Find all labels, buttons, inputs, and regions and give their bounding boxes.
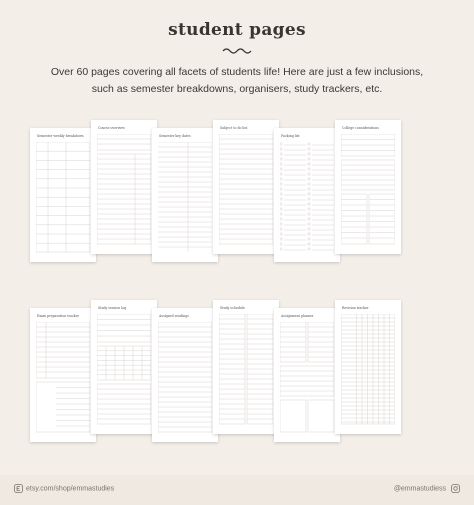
page-box (308, 143, 310, 145)
page-box (308, 213, 310, 215)
page-box (97, 134, 151, 150)
page-box (280, 153, 282, 155)
page-content-lines (341, 314, 395, 426)
page-thumbnail-body (97, 314, 151, 426)
page-thumbnail-body (158, 322, 212, 434)
page-box (280, 243, 282, 245)
page-box (308, 203, 310, 205)
page-thumbnail-body (158, 142, 212, 254)
page-thumbnail-title: Assignment planner (281, 314, 314, 318)
page-content-lines (280, 142, 334, 254)
page-box (308, 223, 310, 225)
page-thumbnail (335, 120, 401, 254)
page-title: student pages (168, 20, 306, 40)
instagram-icon (451, 484, 460, 493)
page-content-lines (97, 134, 151, 246)
footer-website-text: etsy.com/shop/emmastudies (26, 485, 115, 493)
page-thumbnail (91, 300, 157, 434)
page-thumbnail-title: Subject to do list (220, 126, 248, 130)
page-box (280, 148, 282, 150)
page-box (308, 173, 310, 175)
page-thumbnail (152, 128, 218, 262)
page-box (280, 203, 282, 205)
page-box (308, 188, 310, 190)
page-content-lines (219, 314, 273, 426)
page-thumbnail-title: Semester weekly breakdown (37, 134, 84, 138)
page-box (308, 193, 310, 195)
page-thumbnail-body (280, 142, 334, 254)
page-thumbnail-body (36, 142, 90, 254)
page-box (280, 218, 282, 220)
page-box (308, 153, 310, 155)
page-content-lines (97, 314, 151, 426)
page-box (308, 163, 310, 165)
page-thumbnail-body (280, 322, 334, 434)
page-box (280, 248, 282, 250)
page-box (280, 183, 282, 185)
page-box (308, 158, 310, 160)
page-box (308, 218, 310, 220)
page-thumbnail-title: Packing list (281, 134, 300, 138)
description (0, 64, 474, 98)
page-box (280, 228, 282, 230)
page-thumbnail-body (219, 314, 273, 426)
page-box (308, 248, 310, 250)
page-box (280, 188, 282, 190)
page-content-lines (158, 142, 212, 254)
page-box (280, 238, 282, 240)
page-box (308, 238, 310, 240)
footer-website[interactable] (14, 484, 114, 493)
page-box (308, 233, 310, 235)
footer-handle-text: @emmastudiess (393, 485, 447, 493)
page-content-lines (36, 322, 90, 434)
page-box (280, 168, 282, 170)
page-box (308, 208, 310, 210)
page-box (280, 163, 282, 165)
page-thumbnail-title: Study session log (98, 306, 127, 310)
page-content-lines (158, 322, 212, 434)
page-box (280, 223, 282, 225)
page-box (280, 143, 282, 145)
page-thumbnail (91, 120, 157, 254)
page-thumbnail-body (97, 134, 151, 246)
page-content-lines (280, 322, 334, 434)
page-box (280, 158, 282, 160)
page-thumbnail (213, 120, 279, 254)
page-thumbnail-title: Revision tracker (342, 306, 369, 310)
page-thumbnail (274, 308, 340, 442)
pages-row-2 (0, 298, 474, 458)
page-box (280, 213, 282, 215)
page-thumbnail-body (219, 134, 273, 246)
page-thumbnail-title: Study schedule (220, 306, 245, 310)
pages-row-1 (0, 118, 474, 278)
page-content-lines (341, 134, 395, 246)
page-box (308, 228, 310, 230)
page-content-lines (219, 134, 273, 246)
page-thumbnail-title: Semester key dates (159, 134, 191, 138)
page-box (308, 243, 310, 245)
squiggle-divider-icon (222, 47, 252, 55)
footer-handle[interactable] (394, 484, 460, 493)
page-thumbnail-title: Exam preparation tracker (37, 314, 79, 318)
page-thumbnail (274, 128, 340, 262)
etsy-icon (14, 484, 23, 493)
page-box (341, 194, 367, 244)
page-box (280, 198, 282, 200)
page-box (280, 173, 282, 175)
page-box (280, 178, 282, 180)
page-box (308, 198, 310, 200)
page-thumbnail-title: Assigned readings (159, 314, 189, 318)
page-thumbnail (30, 308, 96, 442)
page-box (308, 178, 310, 180)
page-thumbnail-body (341, 314, 395, 426)
page-box (36, 322, 90, 378)
page-box (341, 314, 395, 424)
page-thumbnail (213, 300, 279, 434)
page-thumbnail (30, 128, 96, 262)
page-box (308, 148, 310, 150)
page-box (36, 382, 90, 432)
description-line-1: Over 60 pages covering all facets of students life! Here are just a few inclusions, (50, 66, 424, 78)
page-box (280, 193, 282, 195)
page-thumbnail-body (36, 322, 90, 434)
page-box (280, 400, 306, 432)
page-box (308, 183, 310, 185)
footer (0, 475, 474, 505)
page-box (97, 314, 151, 342)
page-box (280, 208, 282, 210)
page-box (280, 233, 282, 235)
page-thumbnail (152, 308, 218, 442)
page-thumbnail (335, 300, 401, 434)
page-thumbnail-body (341, 134, 395, 246)
description-line-2: such as semester breakdowns, organisers, study trackers, etc. (91, 83, 383, 95)
page-content-lines (36, 142, 90, 254)
page-box (369, 194, 395, 244)
page-box (308, 400, 334, 432)
page-box (308, 168, 310, 170)
page-thumbnail-title: College considerations (342, 126, 379, 130)
page-thumbnail-title: Course overview (98, 126, 126, 130)
